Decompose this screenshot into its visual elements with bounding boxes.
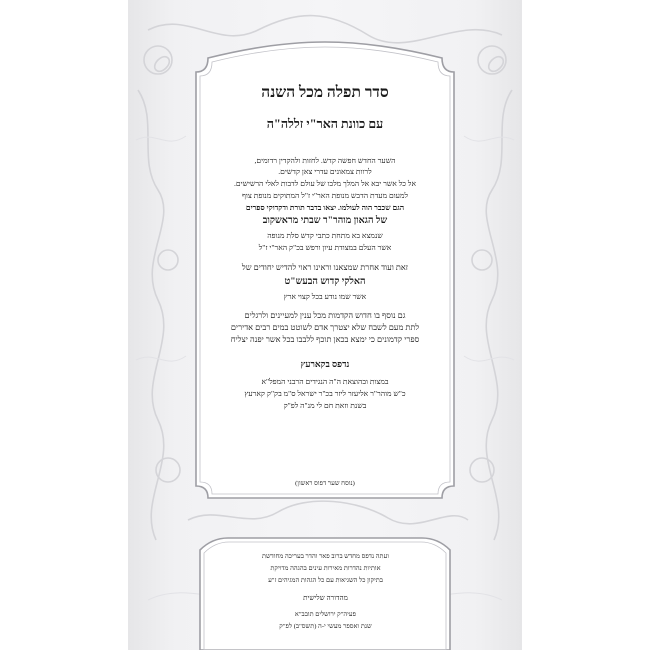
page-subtitle: עם כוונת האר"י זללה"ה <box>266 117 384 131</box>
body-line: שנמצא בא מתחת כתבי קדש סלת מנופה <box>267 231 383 240</box>
body-line: ספרי קדמונים כי ימצא בכאן תוכף ללבבו בכל אשר יפנה יצליח <box>230 335 420 344</box>
edition-line: אותיות נהדרות מאירות עינים בהגהה מדויקת <box>270 565 381 572</box>
title-page <box>128 0 522 650</box>
publisher-line: כ"ש מוהר"ר אליעזר ליזר בכ"ר ישראל ס"מ בק"ק קארעץ <box>244 389 406 398</box>
body-line: לתת מעם לשבח שלא יצטרך אדם לשוטט במים רבים אדירים <box>230 323 420 332</box>
body-line: לרוות צמאונים עדרי צאן קדשים. <box>278 167 372 176</box>
body-line-name: של הגאון מוהר"ר שבתי מראשקוב <box>262 215 388 226</box>
body-line: זאת ועוד אחרת שמצאנו וראינו ראוי להדיש יחודים של <box>241 263 409 272</box>
body-line: אשר העלם במצודת עיון ורפש בכ"ק האר"י ז"ל <box>258 243 392 252</box>
body-line: אל כל אשר יבא אל המלך מלבו של עולם לדבות לאלי הרשישים. <box>233 179 417 188</box>
edition-year: שנת ואספר מעשי י-ה (תשס"ב) לפ"ק <box>279 623 372 630</box>
print-place: נדפס בקארעץ <box>300 359 350 369</box>
edition-line: בתיקון כל השגיאות עם כל הגהות המגיהים ז"ע <box>268 577 383 584</box>
body-line: הגם שכבר הוה לעולמו. יצאו בדבר תורת ודקדוקי ספרים <box>245 203 405 212</box>
publisher-line: בשנת וזאת חם לי מנ"ה לפ"ק <box>283 401 367 410</box>
body-line: למעום מעדת הדבש מנופת האר"י ז"ל המתוקים מנופת צוף <box>241 191 408 200</box>
title-note: (נוסח שער דפוס ראשון) <box>295 480 355 487</box>
edition-place: פעיה"ק ירושלים תובב"א <box>294 611 357 618</box>
body-line-name: האלקי קדוש הבעש"ט <box>284 276 366 287</box>
body-line: השער החדש חפשה קדש. לחזות ולהקדין רדומים, <box>254 156 396 165</box>
body-line: גם נוסף בו חדוש הקדמות מכל ענין למעיינים ולרגלים <box>244 311 406 320</box>
edition-line: ועתה נדפס מחדש ברוב פאר והדר בעריכה מחודשת <box>261 553 390 560</box>
body-line: אשר שמו נודע בכל קצוי ארץ <box>283 292 367 301</box>
page-title: סדר תפלה מכל השנה <box>261 84 389 101</box>
edition-panel <box>198 548 453 648</box>
main-title-panel <box>200 72 450 492</box>
publisher-line: במצות ובהוצאת ה"ה הנגידים הרבני המפל"א <box>261 377 389 386</box>
edition-number: מהדורה שלישית <box>303 594 348 602</box>
